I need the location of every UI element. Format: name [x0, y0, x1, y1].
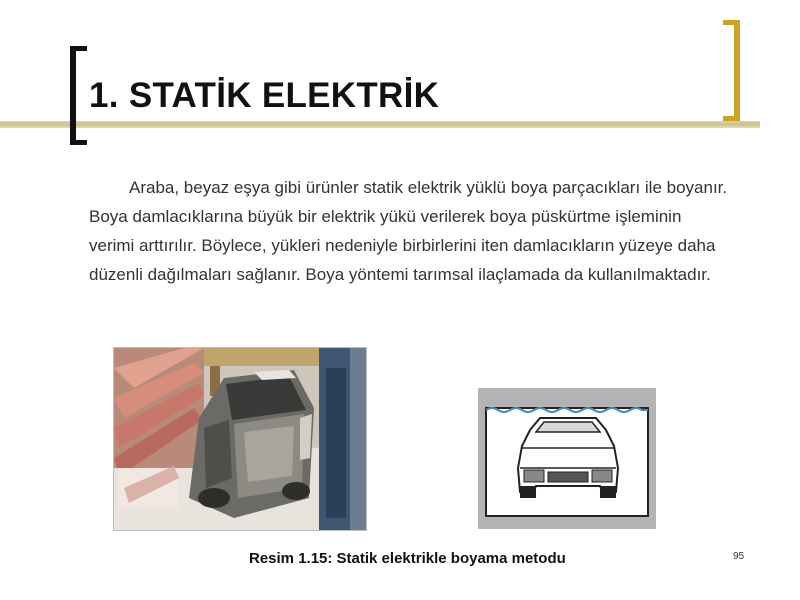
left-bracket-bottom [70, 140, 87, 145]
figure-caption: Resim 1.15: Statik elektrikle boyama metodu [249, 550, 566, 567]
car-dip-tank-diagram [478, 388, 656, 529]
title-underline-rule [0, 121, 760, 128]
car-painting-illustration [114, 348, 366, 530]
right-bracket-bar [734, 20, 740, 121]
left-bracket-bar [70, 46, 76, 144]
right-bracket-top [723, 20, 740, 25]
slide-title: 1. STATİK ELEKTRİK [89, 76, 440, 115]
page-number: 95 [733, 551, 745, 562]
right-bracket-bottom [723, 116, 740, 121]
left-bracket-top [70, 46, 87, 51]
body-paragraph: Araba, beyaz eşya gibi ürünler statik elektrik yüklü boya parçacıkları ile boyanır. Boya damlacıklarına büyük bir elektrik yükü verilerek boya püskürtme işleminin verimi arttırılır. Böylece, yükleri nedeniyle birbirlerini iten damlacıkların yüzeye daha düzenli dağılmaları sağlanır. Boya yöntemi tarımsal ilaçlamada da kullanılmaktadır. [89, 178, 728, 284]
body-text [89, 173, 729, 289]
car-body-painting-photo [113, 347, 367, 531]
dip-tank-illustration [478, 388, 656, 529]
